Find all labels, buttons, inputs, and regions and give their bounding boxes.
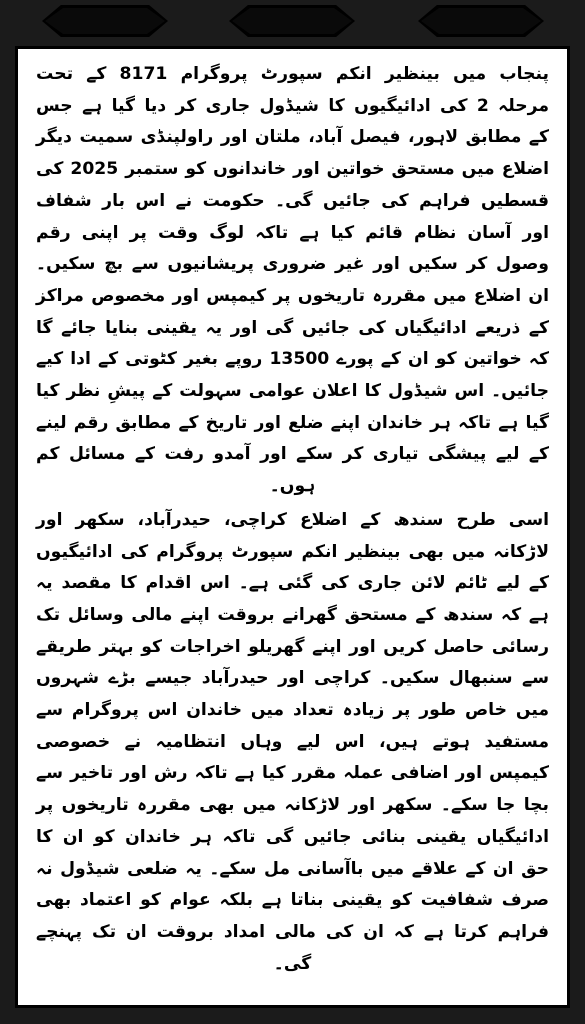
article-paragraph-2: اسی طرح سندھ کے اضلاع کراچی، حیدرآباد، سکھر اور لاڑکانہ میں بھی بینظیر انکم سپورٹ پروگرام کی ادائیگیوں کے لیے ٹائم لائن جاری کی گئی ہے۔ اس اقدام کا مقصد یہ ہے کہ سندھ کے مستحق گھرانے بروقت اپنے مالی وسائل تک رسائی حاصل کریں اور اپنے گھریلو اخراجات کو بہتر طریقے سے سنبھال سکیں۔ کراچی اور حیدرآباد جیسے بڑے شہروں میں خاص طور پر زیادہ تعداد میں خاندان اس پروگرام سے مستفید ہوتے ہیں، اس لیے وہاں انتظامیہ نے خصوصی کیمپس اور اضافی عملہ مقرر کیا ہے تاکہ رش اور تاخیر سے بچا جا سکے۔ سکھر اور لاڑکانہ میں بھی مقررہ تاریخوں پر ادائیگیاں یقینی بنائی جائیں گی تاکہ ہر خاندان کو ان کا حق ان کے علاقے میں باآسانی مل سکے۔ یہ ضلعی شیڈول نہ صرف شفافیت کو یقینی بناتا ہے بلکہ عوام کو اعتماد بھی فراہم کرتا ہے کہ ان کی مالی امداد بروقت ان تک پہنچے گی۔ — [36, 509, 549, 974]
article-paragraph-1: پنجاب میں بینظیر انکم سپورٹ پروگرام 8171 کے تحت مرحلہ 2 کی ادائیگیوں کا شیڈول جاری کر دیا گیا ہے جس کے مطابق لاہور، فیصل آباد، ملتان اور راولپنڈی سمیت دیگر اضلاع میں مستحق خواتین اور خاندانوں کو ستمبر 2025 کی قسطیں فراہم کی جائیں گی۔ حکومت نے اس بار شفاف اور آسان نظام قائم کیا ہے تاکہ لوگ وقت پر اپنی رقم وصول کر سکیں اور غیر ضروری پریشانیوں سے بچ سکیں۔ ان اضلاع میں مقررہ تاریخوں پر کیمپس اور مخصوص مراکز کے ذریعے ادائیگیاں کی جائیں گی اور یہ یقینی بنایا جائے گا کہ خواتین کو ان کے پورے 13500 روپے بغیر کٹوتی کے ادا کیے جائیں۔ اس شیڈول کا اعلان عوامی سہولت کے پیشِ نظر کیا گیا ہے تاکہ ہر خاندان اپنے ضلع اور تاریخ کے مطابق رقم لینے کے لیے پیشگی تیاری کر سکے اور آمدو رفت کے مسائل کم ہوں۔ — [36, 64, 549, 497]
top-tab-3[interactable] — [418, 5, 544, 37]
article-card — [15, 46, 570, 1008]
top-tab-2[interactable] — [229, 5, 355, 37]
top-tab-1[interactable] — [42, 5, 168, 37]
